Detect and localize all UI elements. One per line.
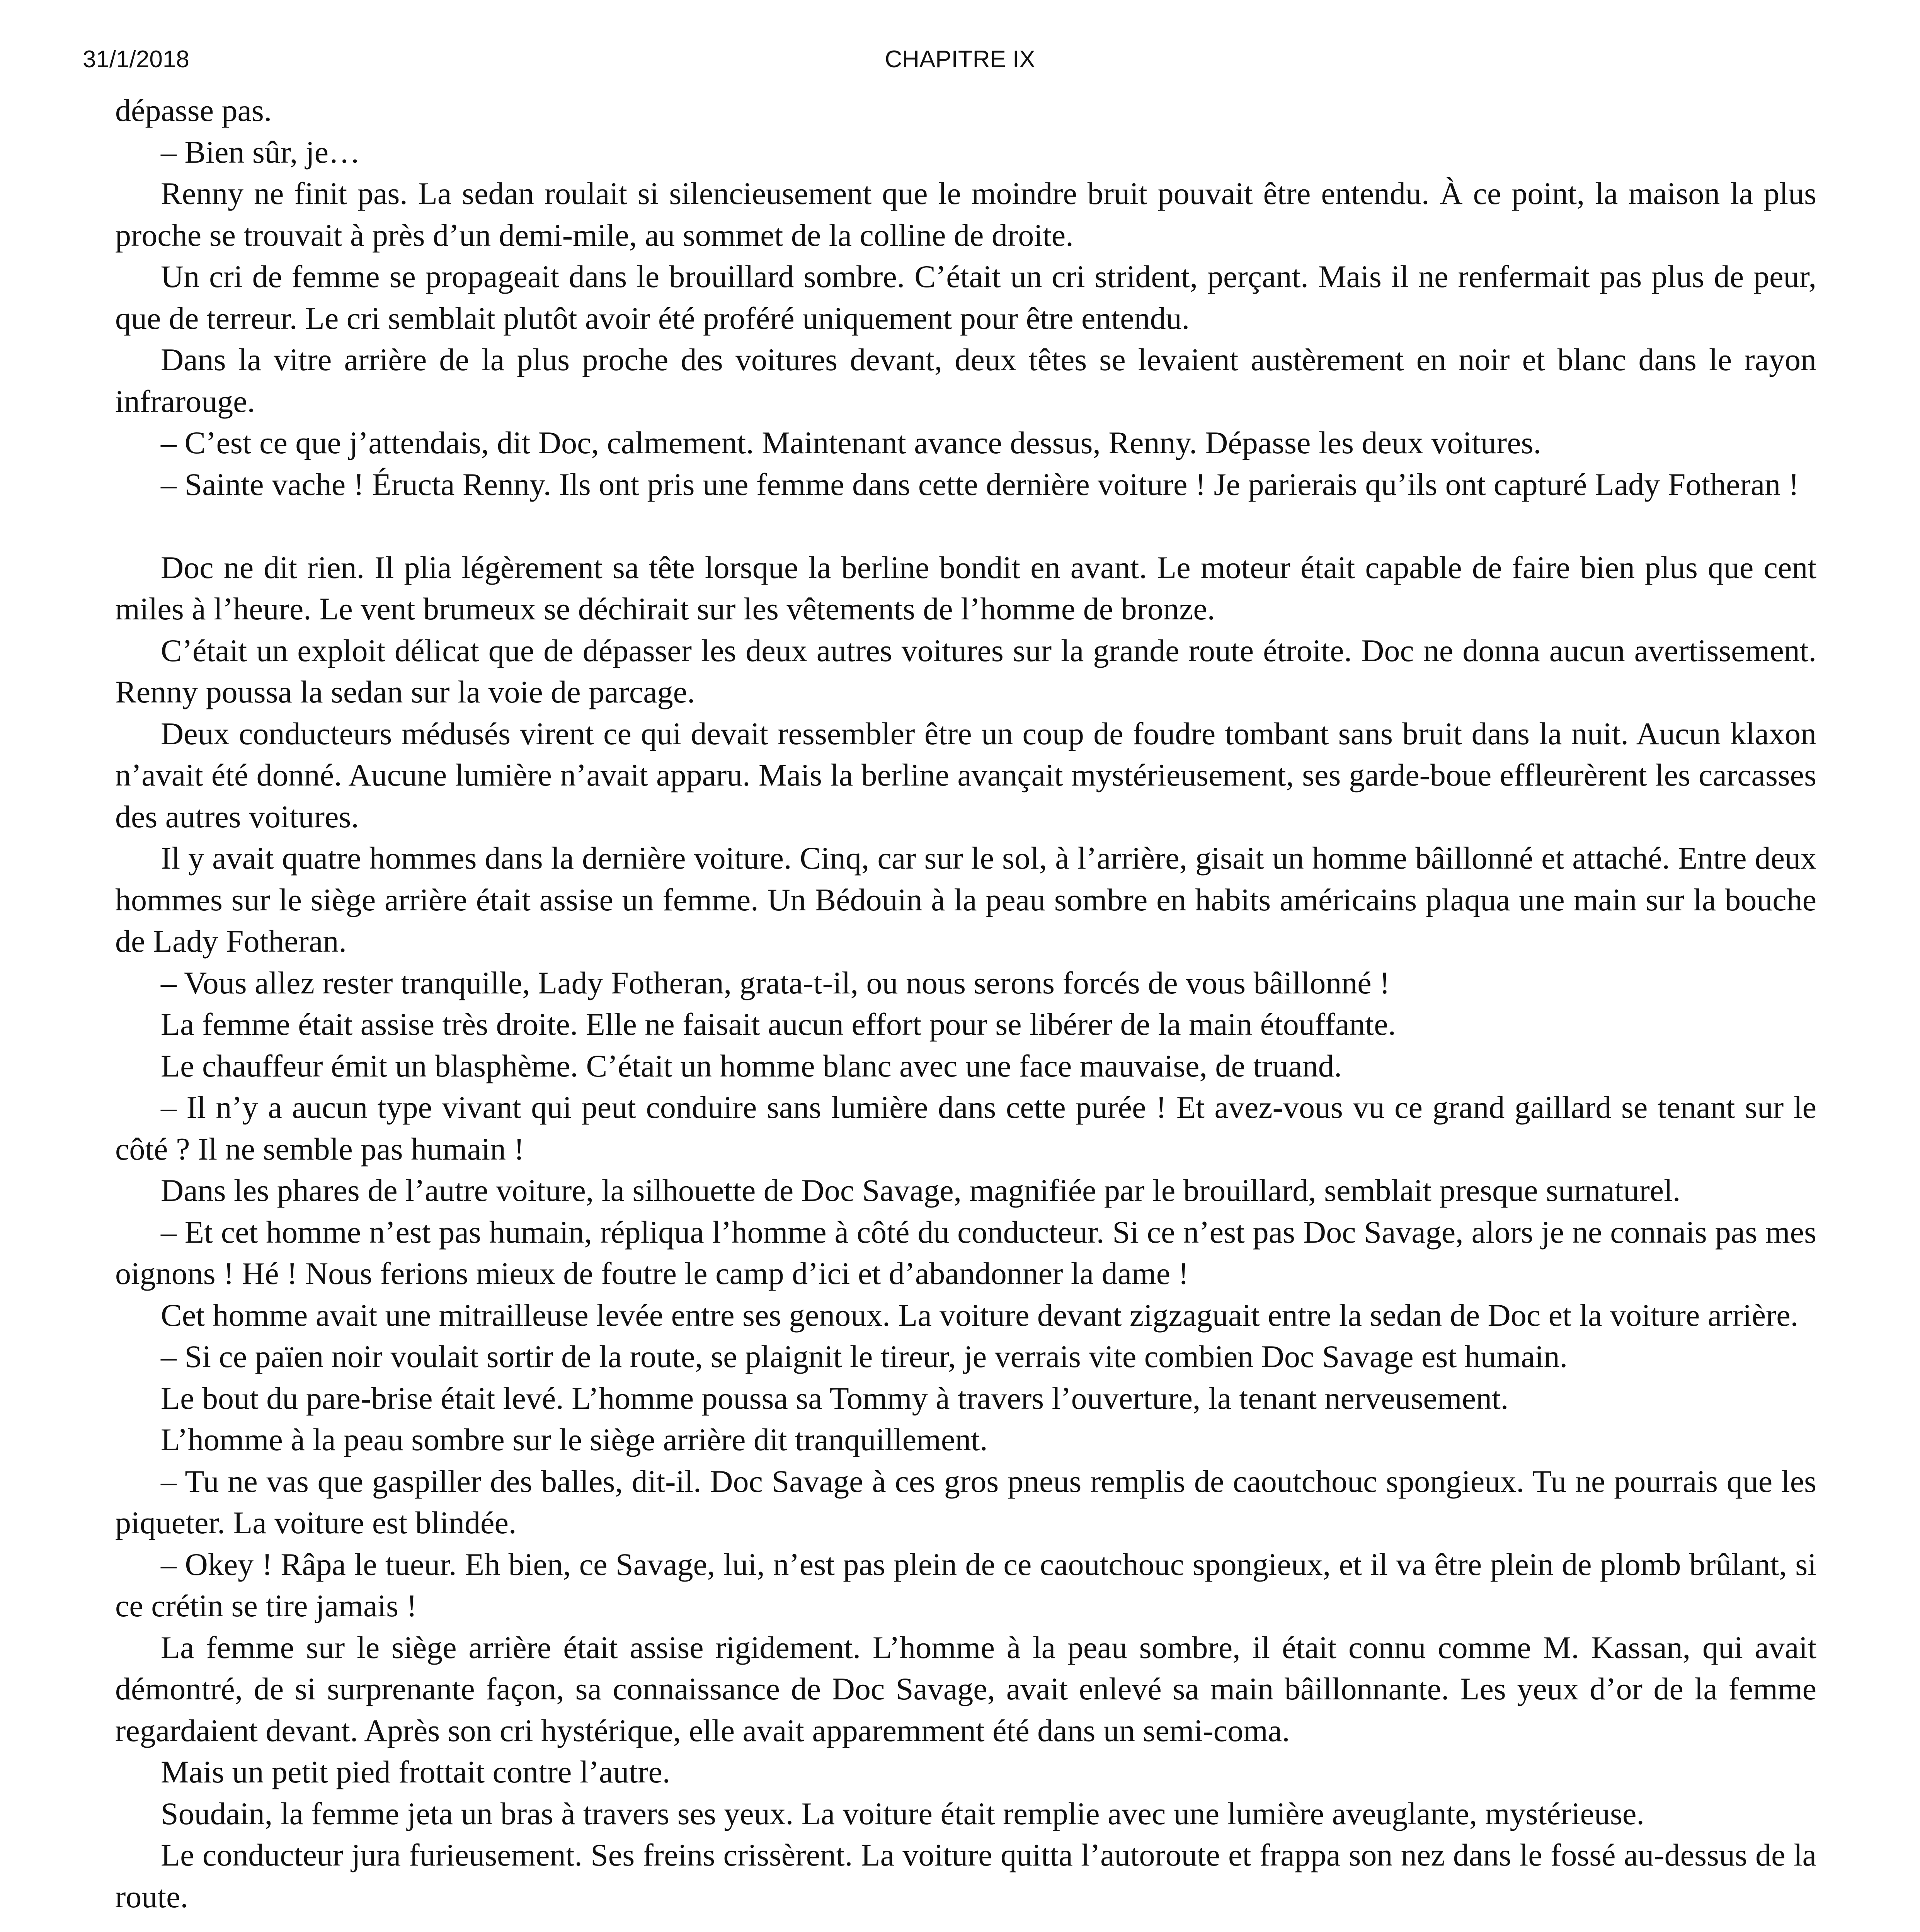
paragraph: Il y avait quatre hommes dans la dernière voiture. Cinq, car sur le sol, à l’arrière, gisait un homme bâillonné et attaché. Entre deux hommes sur le siège arrière était assise un femme. Un Bédouin à la peau sombre en habits américains plaqua une main sur la bouche de Lady Fotheran.: [115, 840, 1816, 959]
paragraph: Cet homme avait une mitrailleuse levée entre ses genoux. La voiture devant zigzaguait entre la sedan de Doc et la voiture arrière.: [161, 1297, 1799, 1333]
paragraph: – Tu ne vas que gaspiller des balles, dit-il. Doc Savage à ces gros pneus remplis de caoutchouc spongieux. Tu ne pourrais que les piqueter. La voiture est blindée.: [115, 1463, 1816, 1540]
paragraph: Renny ne finit pas. La sedan roulait si silencieusement que le moindre bruit pouvait être entendu. À ce point, la maison la plus proche se trouvait à près d’un demi-mile, au sommet de la colline de droite.: [115, 176, 1816, 253]
paragraph: – Si ce païen noir voulait sortir de la route, se plaignit le tireur, je verrais vite combien Doc Savage est humain.: [161, 1339, 1568, 1374]
header-title: CHAPITRE IX: [885, 46, 1035, 73]
paragraph: Mais un petit pied frottait contre l’autre.: [161, 1754, 671, 1789]
paragraph: Le chauffeur émit un blasphème. C’était un homme blanc avec une face mauvaise, de truand.: [161, 1048, 1342, 1083]
paragraph: – Vous allez rester tranquille, Lady Fotheran, grata-t-il, ou nous serons forcés de vous bâillonné !: [161, 965, 1390, 1000]
paragraph: L’homme à la peau sombre sur le siège arrière dit tranquillement.: [161, 1422, 988, 1457]
paragraph: – Il n’y a aucun type vivant qui peut conduire sans lumière dans cette purée ! Et avez-vous vu ce grand gaillard se tenant sur le côté ? Il ne semble pas humain !: [115, 1090, 1816, 1167]
paragraph: C’était un exploit délicat que de dépasser les deux autres voitures sur la grande route étroite. Doc ne donna aucun avertissement. Renny poussa la sedan sur la voie de parcage.: [115, 633, 1816, 709]
paragraph: Dans la vitre arrière de la plus proche des voitures devant, deux têtes se levaient austèrement en noir et blanc dans le rayon infrarouge.: [115, 342, 1816, 419]
paragraph-spacer: [115, 505, 1816, 547]
paragraph: Dans les phares de l’autre voiture, la silhouette de Doc Savage, magnifiée par le brouillard, semblait presque surnaturel.: [161, 1173, 1681, 1208]
paragraph: – Bien sûr, je…: [161, 134, 360, 170]
paragraph: – Okey ! Râpa le tueur. Eh bien, ce Savage, lui, n’est pas plein de ce caoutchouc spongieux, et il va être plein de plomb brûlant, si ce crétin se tire jamais !: [115, 1546, 1816, 1623]
paragraph: dépasse pas.: [115, 93, 272, 128]
paragraph: – C’est ce que j’attendais, dit Doc, calmement. Maintenant avance dessus, Renny. Dépasse les deux voitures.: [161, 425, 1542, 460]
header-date: 31/1/2018: [83, 46, 189, 73]
paragraph: Le conducteur jura furieusement. Ses freins crissèrent. La voiture quitta l’autoroute et frappa son nez dans le fossé au-dessus de la route.: [115, 1837, 1816, 1914]
paragraph: La femme était assise très droite. Elle ne faisait aucun effort pour se libérer de la main étouffante.: [161, 1007, 1396, 1042]
paragraph: Le bout du pare-brise était levé. L’homme poussa sa Tommy à travers l’ouverture, la tenant nerveusement.: [161, 1380, 1509, 1416]
paragraph: – Sainte vache ! Éructa Renny. Ils ont pris une femme dans cette dernière voiture ! Je parierais qu’ils ont capturé Lady Fotheran !: [161, 466, 1799, 502]
paragraph: La femme sur le siège arrière était assise rigidement. L’homme à la peau sombre, il était connu comme M. Kassan, qui avait démontré, de si surprenante façon, sa connaissance de Doc Savage, avait enlevé sa main bâillonnante. Les yeux d’or de la femme regardaient devant. Après son cri hystérique, elle avait apparemment été dans un semi-coma.: [115, 1629, 1816, 1748]
paragraph: Soudain, la femme jeta un bras à travers ses yeux. La voiture était remplie avec une lumière aveuglante, mystérieuse.: [161, 1796, 1644, 1831]
paragraph: Doc ne dit rien. Il plia légèrement sa tête lorsque la berline bondit en avant. Le moteur était capable de faire bien plus que cent miles à l’heure. Le vent brumeux se déchirait sur les vêtements de l’homme de bronze.: [115, 549, 1816, 626]
paragraph: Deux conducteurs médusés virent ce qui devait ressembler être un coup de foudre tombant sans bruit dans la nuit. Aucun klaxon n’avait été donné. Aucune lumière n’avait apparu. Mais la berline avançait mystérieusement, ses garde-boue effleurèrent les carcasses des autres voitures.: [115, 716, 1816, 834]
paragraph: – Et cet homme n’est pas humain, répliqua l’homme à côté du conducteur. Si ce n’est pas Doc Savage, alors je ne connais pas mes oignons ! Hé ! Nous ferions mieux de foutre le camp d’ici et d’abandonner la dame !: [115, 1214, 1816, 1291]
chapter-body: [115, 90, 1816, 1917]
paragraph: Un cri de femme se propageait dans le brouillard sombre. C’était un cri strident, perçant. Mais il ne renfermait pas plus de peur, que de terreur. Le cri semblait plutôt avoir été proféré uniquement pour être entendu.: [115, 259, 1816, 336]
